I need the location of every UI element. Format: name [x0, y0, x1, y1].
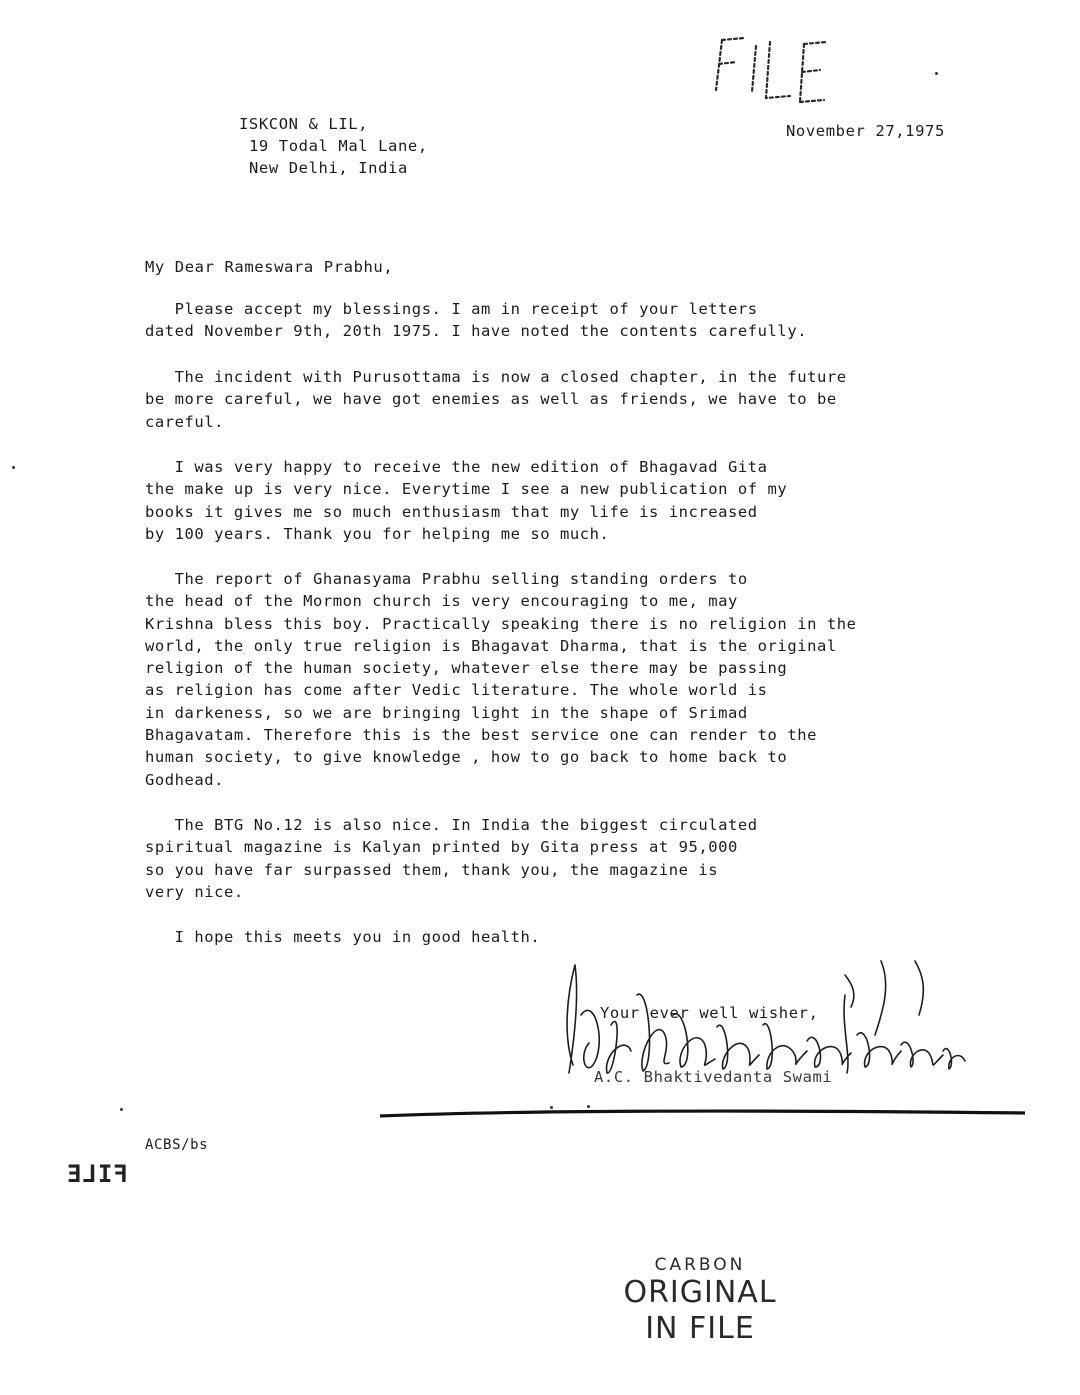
paragraph-line: Krishna bless this boy. Practically speaking there is no religion in the — [145, 614, 857, 633]
paragraph-3 — [145, 456, 985, 545]
paragraph-line: books it gives me so much enthusiasm that my life is increased — [145, 502, 758, 521]
ink-speck — [935, 72, 938, 75]
paragraph-line: dated November 9th, 20th 1975. I have noted the contents carefully. — [145, 322, 808, 341]
carbon-stamp-line-2: ORIGINAL — [623, 1275, 777, 1310]
paragraph-line: religion of the human society, whatever else there may be passing — [145, 659, 788, 678]
paragraph-line: careful. — [145, 412, 225, 431]
carbon-stamp — [620, 1255, 780, 1347]
typist-initials: ACBS/bs — [145, 1137, 209, 1153]
file-stamp — [700, 32, 840, 114]
paragraph-line: the make up is very nice. Everytime I see a new publication of my — [145, 480, 788, 499]
paragraph-6 — [145, 926, 985, 948]
paragraph-line: human society, to give knowledge , how to go back to home back to — [145, 748, 788, 767]
paragraph-line: very nice. — [145, 882, 244, 901]
paragraph-line: The incident with Purusottama is now a closed chapter, in the future — [145, 368, 847, 386]
paragraph-line: as religion has come after Vedic literature. The whole world is — [145, 681, 768, 700]
paragraph-line: The report of Ghanasyama Prabhu selling standing orders to — [145, 570, 748, 588]
carbon-stamp-line-1: CARBON — [654, 1255, 746, 1275]
paragraph-5 — [145, 814, 985, 903]
paragraph-line: The BTG No.12 is also nice. In India the biggest circulated — [145, 816, 758, 834]
paragraph-1 — [145, 298, 985, 343]
ink-speck — [12, 466, 15, 469]
paragraph-line: by 100 years. Thank you for helping me so much. — [145, 524, 610, 543]
carbon-stamp-line-3: IN FILE — [645, 1311, 755, 1346]
signature-underline — [380, 1108, 1025, 1120]
paragraph-line: so you have far surpassed them, thank you, the magazine is — [145, 860, 719, 879]
paragraph-line: I was very happy to receive the new edition of Bhagavad Gita — [145, 458, 768, 476]
sender-line-3: New Delhi, India — [249, 159, 408, 177]
paragraph-4 — [145, 568, 985, 791]
closing: Your ever well wisher, — [600, 1004, 819, 1022]
paragraph-line: Godhead. — [145, 770, 225, 789]
paragraph-line: Please accept my blessings. I am in receipt of your letters — [145, 300, 758, 318]
paragraph-line: Bhagavatam. Therefore this is the best service one can render to the — [145, 726, 817, 745]
paragraph-line: be more careful, we have got enemies as well as friends, we have to be — [145, 390, 837, 409]
sender-line-1: ISKCON & LIL, — [239, 115, 369, 133]
sender-line-2: 19 Todal Mal Lane, — [249, 137, 428, 155]
paragraph-line: the head of the Mormon church is very encouraging to me, may — [145, 592, 738, 611]
paragraph-line: in darkeness, so we are bringing light in the shape of Srimad — [145, 703, 748, 722]
ink-speck — [550, 1106, 553, 1109]
mirrored-file-stamp: FILE — [66, 1160, 128, 1188]
ink-speck — [120, 1108, 123, 1111]
ink-speck — [587, 1105, 590, 1108]
paragraph-line: I hope this meets you in good health. — [145, 928, 541, 946]
salutation: My Dear Rameswara Prabhu, — [145, 258, 394, 276]
signature-name: A.C. Bhaktivedanta Swami — [594, 1068, 833, 1086]
paragraph-2 — [145, 366, 985, 433]
letter-date: November 27,1975 — [786, 122, 945, 140]
paragraph-line: spiritual magazine is Kalyan printed by Gita press at 95,000 — [145, 838, 738, 857]
paragraph-line: world, the only true religion is Bhagavat Dharma, that is the original — [145, 636, 837, 655]
